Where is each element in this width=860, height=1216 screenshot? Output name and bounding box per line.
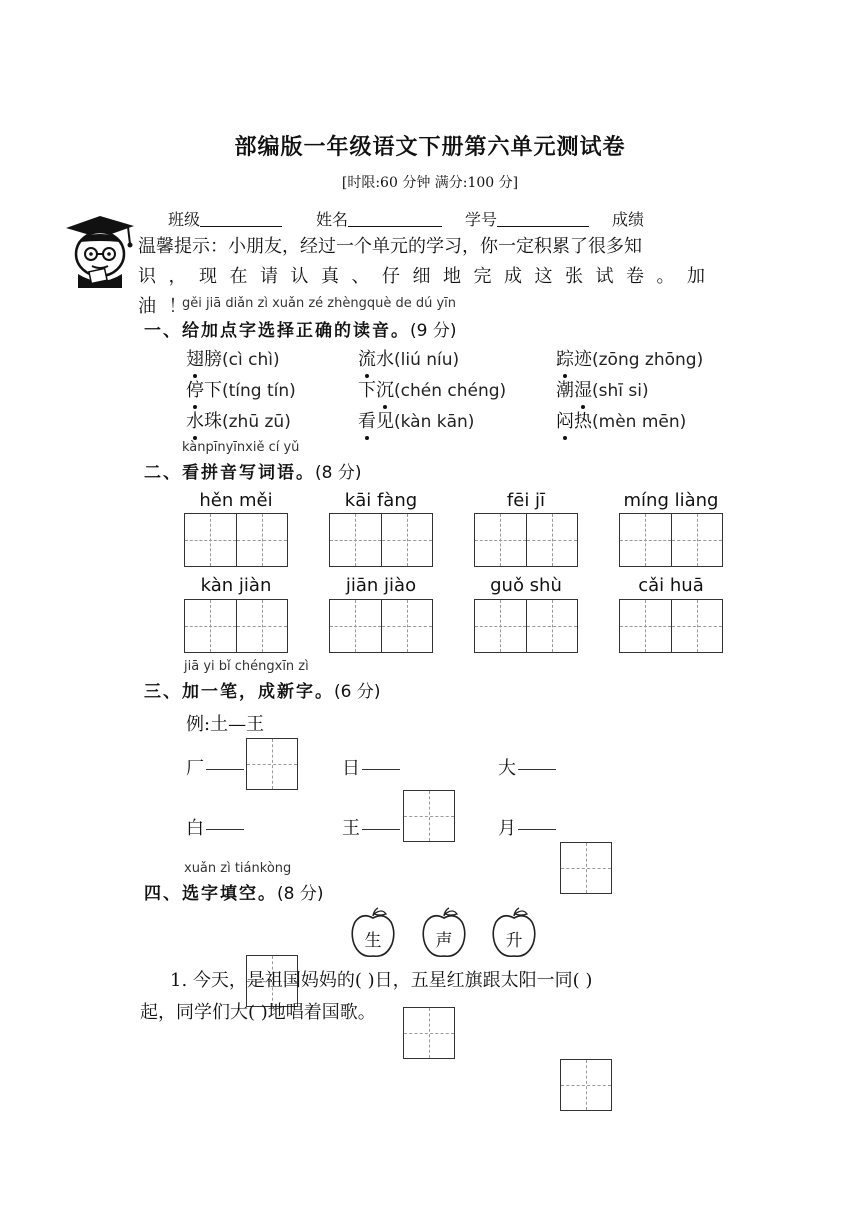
s3-item [186,814,244,840]
word-rest: 热 [574,411,592,432]
word-rest: 水 [376,349,394,370]
page-title: 部编版一年级语文下册第六单元测试卷 [234,134,626,160]
word-pinyin: cǎi huā [638,575,704,596]
word-rest: 下 [204,380,222,401]
student-mascot-icon [60,212,136,288]
apple-choice [350,906,396,960]
s3-item [498,814,556,840]
word-prefix: 下 [358,380,376,401]
connector-dash [362,829,400,830]
answer-box[interactable] [246,738,298,790]
tip-line-1: 温馨提示：小朋友，经过一个单元的学习，你一定积累了很多知 [138,236,642,257]
id-field [465,207,589,230]
s1-item-6 [556,376,649,402]
dotted-char: 闷 [556,407,574,433]
base-char: 月 [498,818,516,839]
s3-item [342,754,400,780]
s4-pinyin: xuǎn zì tiánkòng [184,861,292,876]
name-label: 姓名 [316,210,349,229]
writing-grid[interactable] [329,513,433,567]
s1-item-5 [358,376,506,402]
s3-heading-text: 三、加一笔，成新字。 [144,682,334,702]
answer-box[interactable] [560,1059,612,1111]
base-char: 大 [498,758,516,779]
dotted-char: 沉 [376,376,394,402]
page-subtitle: [时限:60 分钟 满分:100 分] [341,175,519,191]
word-rest: 膀 [204,349,222,370]
word-pinyin: jiān jiào [345,575,417,596]
dotted-char: 看 [358,407,376,433]
s4-score: (8 分) [277,884,324,904]
s3-item [342,814,400,840]
writing-grid[interactable] [619,599,723,653]
answer-box[interactable] [560,842,612,894]
connector-dash [518,829,556,830]
word-pinyin: guǒ shù [490,575,562,596]
dotted-char: 停 [186,376,204,402]
writing-grid[interactable] [184,599,288,653]
pinyin-options: (shī si) [592,381,649,401]
s4-heading [144,879,323,904]
s1-item-1 [186,345,280,371]
s3-item [186,754,244,780]
pinyin-options: (tíng tín) [222,381,296,401]
writing-grid[interactable] [474,599,578,653]
s3-item [498,754,556,780]
dotted-char: 翅 [186,345,204,371]
class-blank[interactable] [200,210,282,227]
connector-dash [206,829,244,830]
dotted-char: 流 [358,345,376,371]
apple-choice [491,906,537,960]
name-field [316,207,442,230]
s4-heading-text: 四、选字填空。 [144,884,277,904]
s1-item-4 [186,376,296,402]
choice-char: 声 [435,931,453,951]
pinyin-options: (kàn kān) [394,412,475,432]
pinyin-options: (mèn mēn) [592,412,687,432]
writing-grid[interactable] [329,599,433,653]
pinyin-options: (zhū zū) [222,412,291,432]
s2-score: (8 分) [315,463,362,483]
writing-grid[interactable] [474,513,578,567]
pinyin-options: (cì chì) [222,350,280,370]
apple-choice [421,906,467,960]
base-char: 厂 [186,758,204,779]
s3-heading [144,677,380,702]
s4-question-line-2: 起，同学们大( )地唱着国歌。 [140,1002,376,1023]
word-pinyin: kāi fàng [344,490,418,511]
s1-heading-text: 一、给加点字选择正确的读音。 [144,321,410,341]
connector-dash [518,769,556,770]
s1-pinyin: gěi jiā diǎn zì xuǎn zé zhèngquè de dú yīn [182,296,457,311]
s1-score: (9 分) [410,321,457,341]
s2-heading [144,458,361,483]
pinyin-options: (zōng zhōng) [592,350,704,370]
choice-char: 升 [505,931,523,951]
score-label: 成绩 [612,210,645,229]
word-rest: 迹 [574,349,592,370]
s1-heading [144,316,456,341]
s2-pinyin: kànpīnyīnxiě cí yǔ [182,440,300,455]
pinyin-options: (chén chéng) [394,381,507,401]
s1-item-7 [186,407,291,433]
s3-example: 例:土—王 [186,714,265,735]
s3-score: (6 分) [334,682,381,702]
s4-question-line-1: 1. 今天，是祖国妈妈的( )日，五星红旗跟太阳一同( ) [170,970,593,991]
word-pinyin: hěn měi [199,490,273,511]
class-label: 班级 [168,210,201,229]
writing-grid[interactable] [619,513,723,567]
word-pinyin: míng liàng [623,490,719,511]
dotted-char: 踪 [556,345,574,371]
dotted-char: 水 [186,407,204,433]
choice-char: 生 [364,931,382,951]
base-char: 王 [342,818,360,839]
score-field [612,207,644,230]
word-prefix: 潮 [556,380,574,401]
base-char: 日 [342,758,360,779]
tip-line-2: 识，现在请认真、仔细地完成这张试卷。加油！ [138,266,718,317]
connector-dash [206,769,244,770]
word-pinyin: kàn jiàn [200,575,272,596]
word-pinyin: fēi jī [506,490,546,511]
answer-box[interactable] [403,790,455,842]
s1-item-3 [556,345,703,371]
writing-grid[interactable] [184,513,288,567]
pinyin-options: (liú níu) [394,350,460,370]
connector-dash [362,769,400,770]
s3-pinyin: jiā yi bǐ chéngxīn zì [184,659,309,674]
word-rest: 珠 [204,411,222,432]
base-char: 白 [186,818,204,839]
s1-item-8 [358,407,474,433]
name-blank[interactable] [348,210,442,227]
id-blank[interactable] [497,210,589,227]
class-field [168,207,282,230]
dotted-char: 湿 [574,376,592,402]
s2-heading-text: 二、看拼音写词语。 [144,463,315,483]
s1-item-2 [358,345,459,371]
s1-item-9 [556,407,686,433]
id-label: 学号 [465,210,498,229]
word-rest: 见 [376,411,394,432]
